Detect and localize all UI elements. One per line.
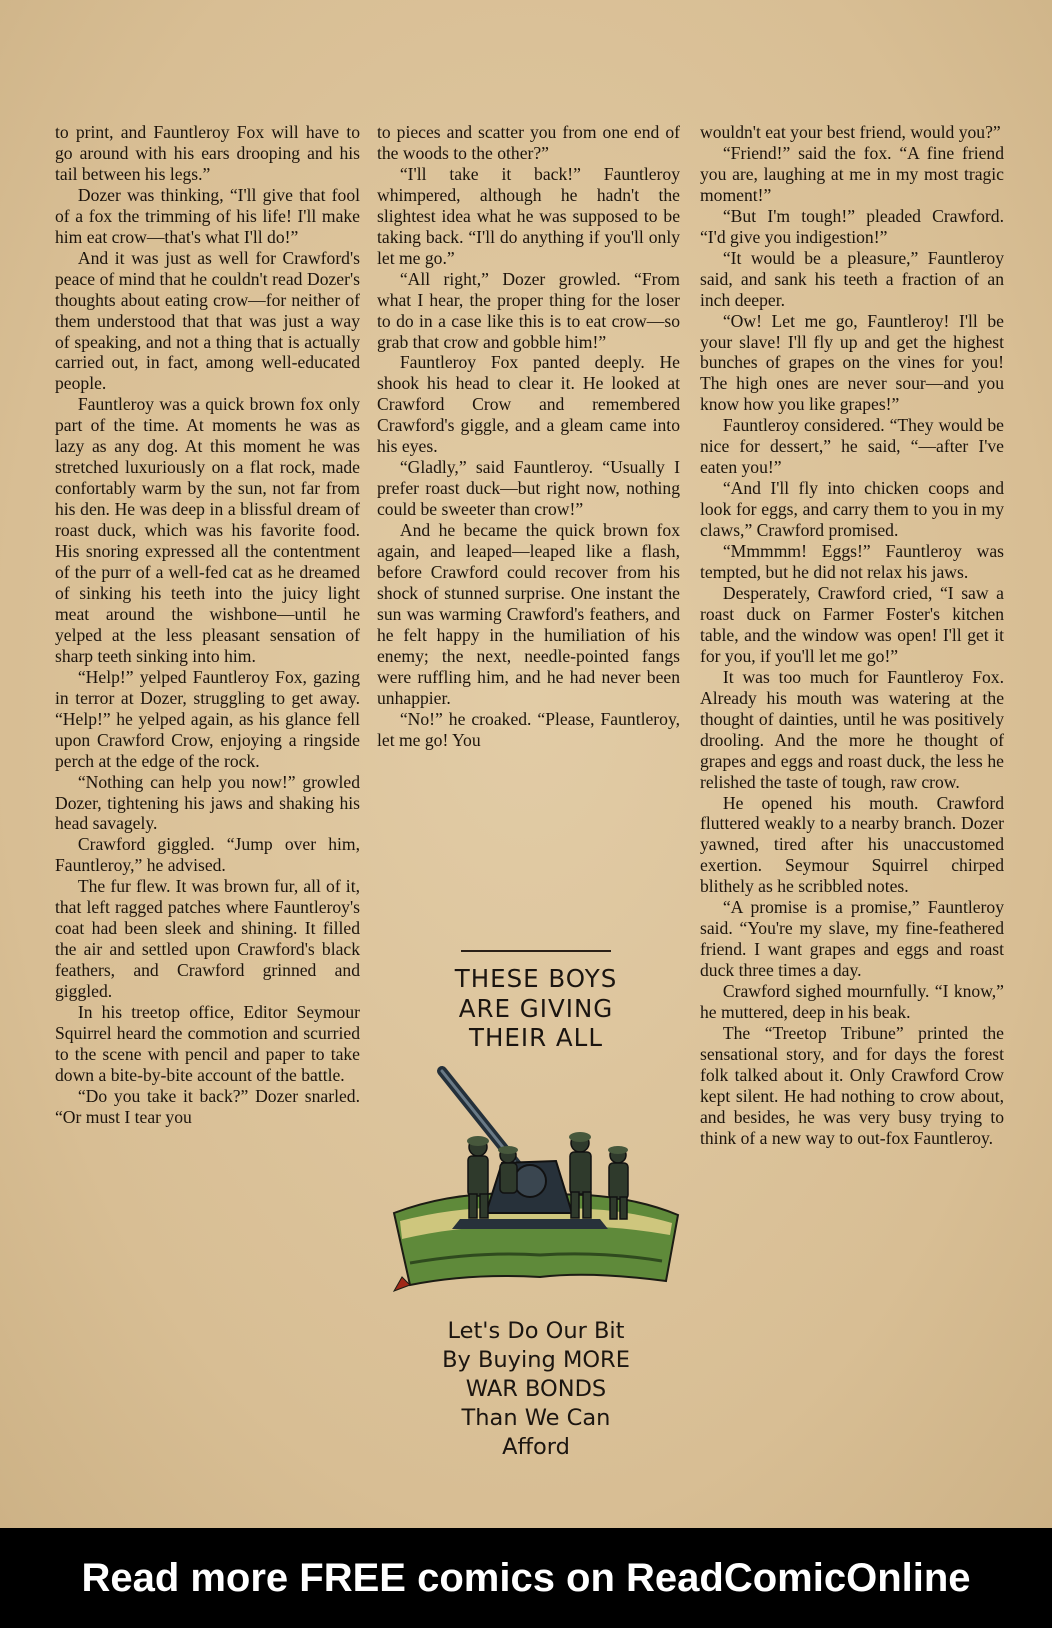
story-paragraph: Crawford giggled. “Jump over him, Fauntleroy,” he advised. (55, 834, 360, 876)
story-paragraph: “It would be a pleasure,” Fauntleroy said, and sank his teeth a fraction of an inch deeper. (700, 247, 1004, 310)
ad-top-rule (461, 950, 611, 952)
ad-headline-line-1: THESE BOYS (454, 964, 618, 993)
story-paragraph: “A promise is a promise,” Fauntleroy said. “You're my slave, my fine-feathered friend. I want grapes and eggs and roast duck three times a day. (700, 897, 1004, 981)
story-paragraph: In his treetop office, Editor Seymour Squirrel heard the commotion and scurried to the scene with pencil and paper to take down a bite-by-bite account of the battle. (55, 1002, 360, 1085)
story-paragraph: The fur flew. It was brown fur, all of it, that left ragged patches where Fauntleroy's coat had been sleek and shining. It filled the air and settled upon Crawford's black feathers, and Crawford grinned and giggled. (55, 876, 360, 1002)
ad-footer-line-3: WAR BONDS (465, 1375, 607, 1402)
story-paragraph: “Nothing can help you now!” growled Dozer, tightening his jaws and shaking his head savagely. (55, 771, 360, 834)
story-paragraph: Fauntleroy considered. “They would be nice for dessert,” he said, “—after I've eaten you!” (700, 415, 1004, 478)
story-paragraph: Fauntleroy was a quick brown fox only part of the time. At moments he was as lazy as any dog. At this moment he was stretched luxuriously on a flat rock, made confortably warm by the sun, not far from his den. He was deep in a blissful dream of roast duck, which was his favorite food. His snoring expressed all the contentment of the purr of a well-fed cat as he dreamed of sinking his teeth into the juicy light meat around the wishbone—until he yelped at the less pleasant sensation of sharp teeth sinking into him. (55, 394, 360, 666)
story-paragraph: Desperately, Crawford cried, “I saw a roast duck on Farmer Foster's kitchen table, and the window was open! I'll get it for you, if you'll let me go!” (700, 582, 1004, 666)
story-paragraph: And it was just as well for Crawford's peace of mind that he couldn't read Dozer's thoughts about eating crow—for neither of them understood that that was just a way of speaking, and not a thing that is actually carried out, in fact, among well-educated people. (55, 247, 360, 394)
ad-footer-line-5: Afford (502, 1433, 570, 1460)
ad-footer-line-1: Let's Do Our Bit (447, 1317, 625, 1344)
story-paragraph: “Help!” yelped Fauntleroy Fox, gazing in terror at Dozer, struggling to get away. “Help!” he yelped again, as his glance fell upon Crawford Crow, enjoying a ringside perch at the edge of the rock. (55, 666, 360, 771)
story-paragraph: wouldn't eat your best friend, would you?” (700, 122, 1001, 142)
ad-footer-line-2: By Buying MORE (442, 1346, 630, 1373)
story-paragraph: “And I'll fly into chicken coops and look for eggs, and carry them to you in my claws,” Crawford promised. (700, 478, 1004, 541)
story-paragraph: “Friend!” said the fox. “A fine friend you are, laughing at me in my most tragic moment!” (700, 142, 1004, 205)
ad-headline-line-2: ARE GIVING (458, 993, 614, 1023)
story-paragraph: It was too much for Fauntleroy Fox. Already his mouth was watering at the thought of dainties, until he was positively drooling. And the more he thought of grapes and eggs and roast duck, the less he relished the taste of tough, raw crow. (700, 666, 1004, 792)
story-paragraph: “All right,” Dozer growled. “From what I hear, the proper thing for the loser to do in a case like this is to eat crow—so grab that crow and gobble him!” (377, 268, 680, 352)
story-paragraph: “Gladly,” said Fauntleroy. “Usually I prefer roast duck—but right now, nothing could be sweeter than crow!” (377, 457, 680, 520)
story-paragraph: He opened his mouth. Crawford fluttered weakly to a nearby branch. Dozer yawned, tired after his unaccustomed exertion. Seymour Squirrel chirped blithely as he scribbled notes. (700, 792, 1004, 897)
story-paragraph: to pieces and scatter you from one end of the woods to the other?” (377, 122, 680, 163)
story-paragraph: The “Treetop Tribune” printed the sensational story, and for days the forest folk talked about it. Only Crawford Crow kept silent. He had nothing to crow about, and besides, he was very busy trying to think of a new way to out-fox Fauntleroy. (700, 1022, 1004, 1148)
story-column-2 (377, 122, 680, 751)
story-paragraph: And he became the quick brown fox again, and leaped—leaped like a flash, before Crawford could recover from his shock of stunned surprise. One instant the sun was warming Crawford's feathers, and he felt happy in the humiliation of his enemy; the next, needle-pointed fangs were ruffling him, and he had never been unhappier. (377, 520, 680, 708)
story-paragraph: “Do you take it back?” Dozer snarled. “Or must I tear you (55, 1085, 360, 1127)
story-paragraph: Dozer was thinking, “I'll give that fool of a fox the trimming of his life! I'll make him eat crow—that's what I'll do!” (55, 184, 360, 247)
story-paragraph: Fauntleroy Fox panted deeply. He shook his head to clear it. He looked at Crawford Crow and remembered Crawford's giggle, and a gleam came into his eyes. (377, 352, 680, 457)
readcomiconline-banner[interactable]: Read more FREE comics on ReadComicOnline (0, 1528, 1052, 1628)
ad-footer-line-4: Than We Can (461, 1404, 611, 1431)
anti-aircraft-gun-illustration (390, 1063, 682, 1311)
story-paragraph: “Mmmmm! Eggs!” Fauntleroy was tempted, but he did not relax his jaws. (700, 541, 1004, 583)
story-column-3 (700, 122, 1004, 1149)
story-paragraph: “I'll take it back!” Fauntleroy whimpered, although he hadn't the slightest idea what he was supposed to be taking back. “I'll do anything if you'll only let me go.” (377, 163, 680, 268)
story-paragraph: “But I'm tough!” pleaded Crawford. “I'd give you indigestion!” (700, 205, 1004, 247)
story-paragraph: to print, and Fauntleroy Fox will have to go around with his ears drooping and his tail between his legs.” (55, 122, 360, 184)
war-bonds-ad (386, 950, 686, 1462)
story-paragraph: “Ow! Let me go, Fauntleroy! I'll be your slave! I'll fly up and get the highest bunches of grapes on the vines for you! The high ones are never sour—and you know how you like grapes!” (700, 310, 1004, 415)
ad-headline-line-3: THEIR ALL (469, 1023, 603, 1052)
story-paragraph: “No!” he croaked. “Please, Fauntleroy, let me go! You (377, 708, 680, 750)
story-column-1 (55, 122, 360, 1128)
story-paragraph: Crawford sighed mournfully. “I know,” he muttered, deep in his beak. (700, 981, 1004, 1023)
